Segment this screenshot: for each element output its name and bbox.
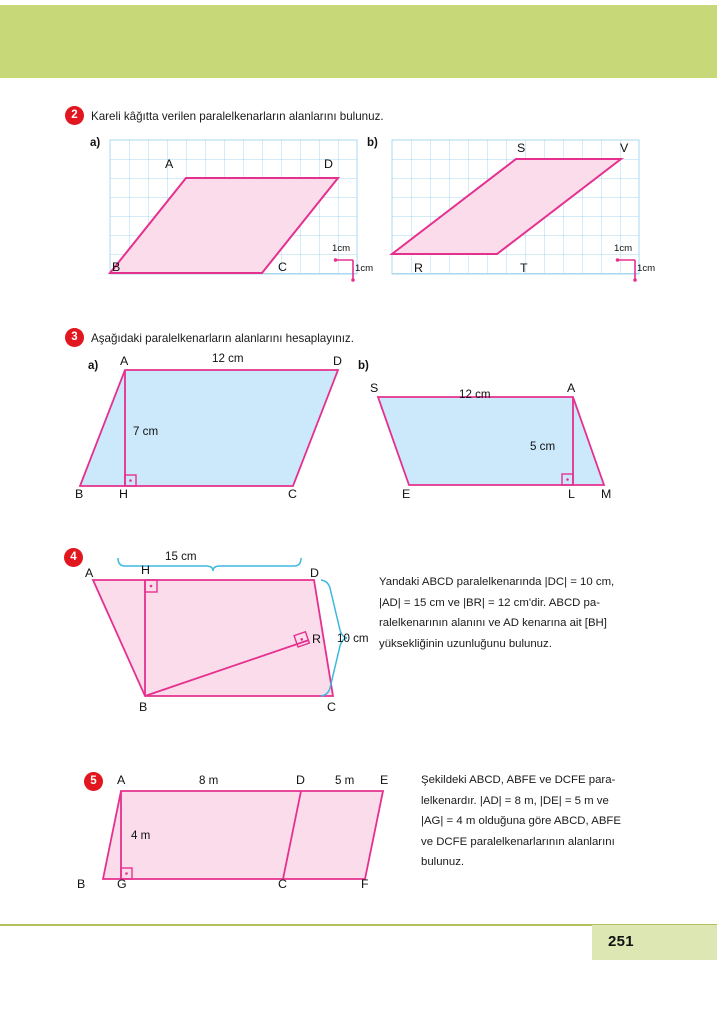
- question-5-text-line-4: ve DCFE paralelkenarlarının alanlarını: [421, 835, 615, 848]
- figure-2a-scale-horizontal: 1cm: [332, 243, 351, 254]
- figure-3a-vertex-B: B: [75, 487, 84, 501]
- figure-4-vertex-A: A: [85, 566, 94, 580]
- figure-3a-vertex-A: A: [120, 354, 129, 368]
- figure-3b-vertex-L: L: [568, 487, 575, 501]
- figure-4-vertex-D: D: [310, 566, 319, 580]
- figure-4-vertex-R: R: [312, 632, 321, 646]
- figure-2a-vertex-C: C: [278, 260, 287, 274]
- figure-2b: [392, 140, 640, 275]
- figure-5-vertex-D: D: [296, 773, 305, 787]
- figure-2a-vertex-A: A: [165, 157, 174, 171]
- figure-3b-vertex-E: E: [402, 487, 411, 501]
- question-3-part-a-label: a): [88, 360, 99, 372]
- figure-3a-vertex-H: H: [119, 487, 128, 501]
- figure-5-vertex-C: C: [278, 877, 287, 891]
- figure-5-height-dimension: 4 m: [131, 829, 151, 842]
- figure-3b-base-dimension: 12 cm: [459, 388, 491, 401]
- figure-3b-vertex-S: S: [370, 381, 379, 395]
- figure-4-side-dimension-label: 10 cm: [337, 632, 369, 645]
- question-badge-2: 2: [65, 106, 84, 125]
- figure-3a-height-dimension: 7 cm: [133, 425, 159, 438]
- figure-2a: [110, 140, 358, 275]
- question-5-text-line-3: |AG| = 4 m olduğuna göre ABCD, ABFE: [421, 815, 621, 827]
- figure-5-top-dimension-2: 5 m: [335, 774, 355, 787]
- figure-5-vertex-B: B: [77, 877, 86, 891]
- question-2-part-b-label: b): [367, 137, 378, 149]
- question-4-text-line-4: yüksekliğinin uzunluğunu bulunuz.: [379, 637, 552, 650]
- figure-4-vertex-H: H: [141, 563, 150, 577]
- question-5-text-line-5: bulunuz.: [421, 856, 465, 868]
- question-badge-3: 3: [65, 328, 84, 347]
- figure-5-vertex-G: G: [117, 877, 127, 891]
- question-badge-5: 5: [84, 772, 103, 791]
- question-5-text-line-2: lelkenardır. |AD| = 8 m, |DE| = 5 m ve: [421, 794, 609, 807]
- figure-3a-base-dimension: 12 cm: [212, 352, 244, 365]
- question-4-text-line-1: Yandaki ABCD paralelkenarında |DC| = 10 cm,: [379, 576, 615, 588]
- figure-3a: [80, 368, 350, 493]
- figure-4-vertex-C: C: [327, 700, 336, 714]
- figure-2a-vertex-B: B: [112, 260, 121, 274]
- question-badge-4: 4: [64, 548, 83, 567]
- figure-2b-vertex-V: V: [620, 141, 629, 155]
- figure-5-vertex-A: A: [117, 773, 126, 787]
- figure-2b-vertex-T: T: [520, 261, 528, 275]
- figure-5-vertex-F: F: [361, 877, 369, 891]
- page-number: 251: [608, 933, 634, 950]
- figure-3a-vertex-C: C: [288, 487, 297, 501]
- figure-5-vertex-E: E: [380, 773, 389, 787]
- question-5-text-line-1: Şekildeki ABCD, ABFE ve DCFE para-: [421, 774, 616, 786]
- header-band: [0, 5, 717, 78]
- figure-5-top-dimension-1: 8 m: [199, 774, 219, 787]
- figure-3a-vertex-D: D: [333, 354, 342, 368]
- figure-2b-scale-horizontal: 1cm: [614, 243, 633, 254]
- question-4-text-line-3: ralelkenarının alanını ve AD kenarına ait [BH]: [379, 617, 607, 629]
- figure-2b-scale-vertical: 1cm: [637, 263, 656, 274]
- figure-4: [93, 578, 333, 708]
- figure-2b-vertex-S: S: [517, 141, 526, 155]
- figure-3b-vertex-M: M: [601, 487, 612, 501]
- figure-4-top-dimension-label: 15 cm: [165, 550, 197, 563]
- question-5-text: [421, 770, 693, 873]
- question-3-part-b-label: b): [358, 360, 369, 372]
- question-prompt-2: Kareli kâğıtta verilen paralelkenarların alanlarını bulunuz.: [91, 110, 384, 123]
- question-4-text: [379, 572, 651, 654]
- figure-2a-scale-vertical: 1cm: [355, 263, 374, 274]
- question-prompt-3: Aşağıdaki paralelkenarların alanlarını hesaplayınız.: [91, 332, 354, 345]
- question-2-part-a-label: a): [90, 137, 101, 149]
- figure-4-vertex-B: B: [139, 700, 148, 714]
- figure-3b-height-dimension: 5 cm: [530, 440, 556, 453]
- figure-2a-vertex-D: D: [324, 157, 333, 171]
- question-4-text-line-2: |AD| = 15 cm ve |BR| = 12 cm'dir. ABCD pa-: [379, 596, 601, 609]
- figure-2b-vertex-R: R: [414, 261, 423, 275]
- figure-3b-vertex-A: A: [567, 381, 576, 395]
- figure-3b: [378, 395, 613, 495]
